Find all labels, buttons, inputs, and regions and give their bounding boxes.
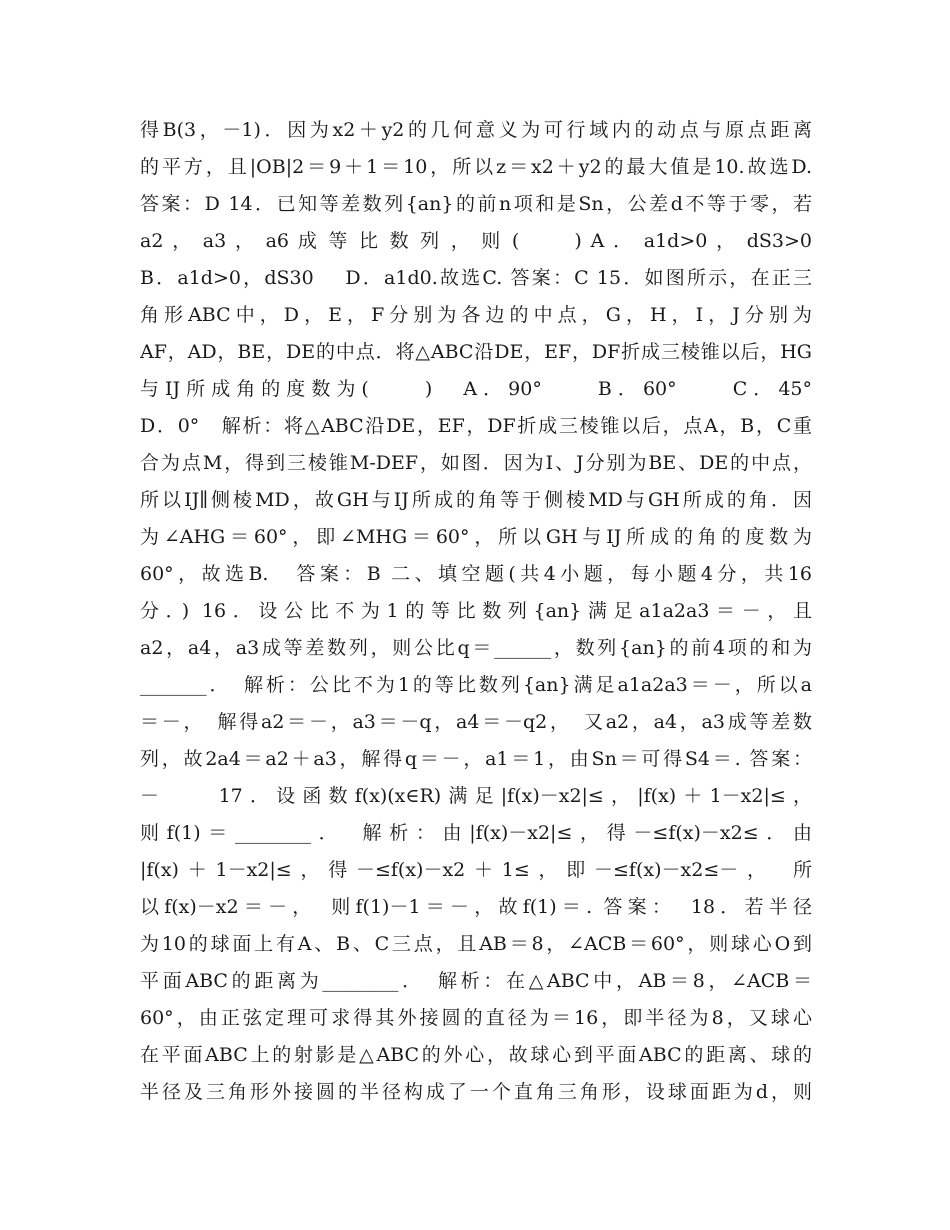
text-line: 列，故2a4＝a2＋a3，解得q＝－，a1＝1，由Sn＝可得S4＝. 答案：: [140, 748, 812, 770]
text-line: 为∠AHG＝60°，即∠MHG＝60°，所以GH与IJ所成的角的度数为: [140, 526, 812, 548]
text-line: 角形ABC中，D，E，F分别为各边的中点，G，H，I，J分别为: [140, 304, 812, 326]
text-line: |f(x)＋1－x2|≤，得－≤f(x)－x2＋1≤，即－≤f(x)－x2≤－， 所: [140, 859, 812, 881]
text-line: 60°，由正弦定理可求得其外接圆的直径为＝16，即半径为8，又球心: [140, 1007, 812, 1029]
text-line: 半径及三角形外接圆的半径构成了一个直角三角形，设球面距为d，则: [140, 1081, 812, 1103]
text-line: 的平方，且|OB|2＝9＋1＝10，所以z＝x2＋y2的最大值是10.故选D.: [140, 156, 812, 178]
text-line: B．a1d>0，dS30 D．a1d0.故选C. 答案：C 15．如图所示，在正三: [140, 267, 812, 289]
text-line: a2，a4，a3成等差数列，则公比q＝______，数列{an}的前4项的和为: [140, 637, 812, 659]
text-line: 为10的球面上有A、B、C三点，且AB＝8，∠ACB＝60°，则球心O到: [140, 933, 812, 955]
text-line: 在平面ABC上的射影是△ABC的外心，故球心到平面ABC的距离、球的: [140, 1044, 812, 1066]
text-line: 以f(x)－x2＝－， 则f(1)－1＝－，故f(1)＝. 答案： 18．若半径: [140, 896, 812, 918]
text-line: 则f(1)＝________． 解析：由|f(x)－x2|≤，得－≤f(x)－x2≤．由: [140, 822, 812, 844]
text-line: 与IJ所成角的度数为( ) A．90° B．60° C．45°: [140, 378, 812, 400]
text-line: － 17．设函数f(x)(x∈R)满足|f(x)－x2|≤，|f(x)＋1－x2|≤，: [140, 785, 812, 807]
text-line: a2 ， a3 ， a6 成 等 比 数 列 ， 则 ( ) A ． a1d>0 ， dS3>0: [140, 230, 812, 252]
text-line: 答案：D 14．已知等差数列{an}的前n项和是Sn，公差d不等于零，若: [140, 193, 812, 215]
text-line: 所以IJ∥侧棱MD，故GH与IJ所成的角等于侧棱MD与GH所成的角．因: [140, 489, 812, 511]
body-text: [140, 112, 812, 1111]
text-line: ＝－， 解得a2＝－，a3＝－q，a4＝－q2， 又a2，a4，a3成等差数: [140, 711, 812, 733]
text-line: _______． 解析：公比不为1的等比数列{an}满足a1a2a3＝－，所以a: [140, 674, 812, 696]
text-line: D．0° 解析：将△ABC沿DE，EF，DF折成三棱锥以后，点A，B，C重: [140, 415, 812, 437]
text-line: AF，AD，BE，DE的中点．将△ABC沿DE，EF，DF折成三棱锥以后，HG: [140, 341, 812, 363]
text-line: 合为点M，得到三棱锥M-DEF，如图．因为I、J分别为BE、DE的中点，: [140, 452, 812, 474]
text-line: 平面ABC的距离为________． 解析：在△ABC中，AB＝8，∠ACB＝: [140, 970, 812, 992]
text-line: 得B(3，－1)．因为x2＋y2的几何意义为可行域内的动点与原点距离: [140, 119, 812, 141]
text-line: 60°，故选B. 答案：B 二、填空题(共4小题，每小题4分，共16: [140, 563, 812, 585]
text-line: 分．) 16．设公比不为1的等比数列{an}满足a1a2a3＝－，且: [140, 600, 812, 622]
